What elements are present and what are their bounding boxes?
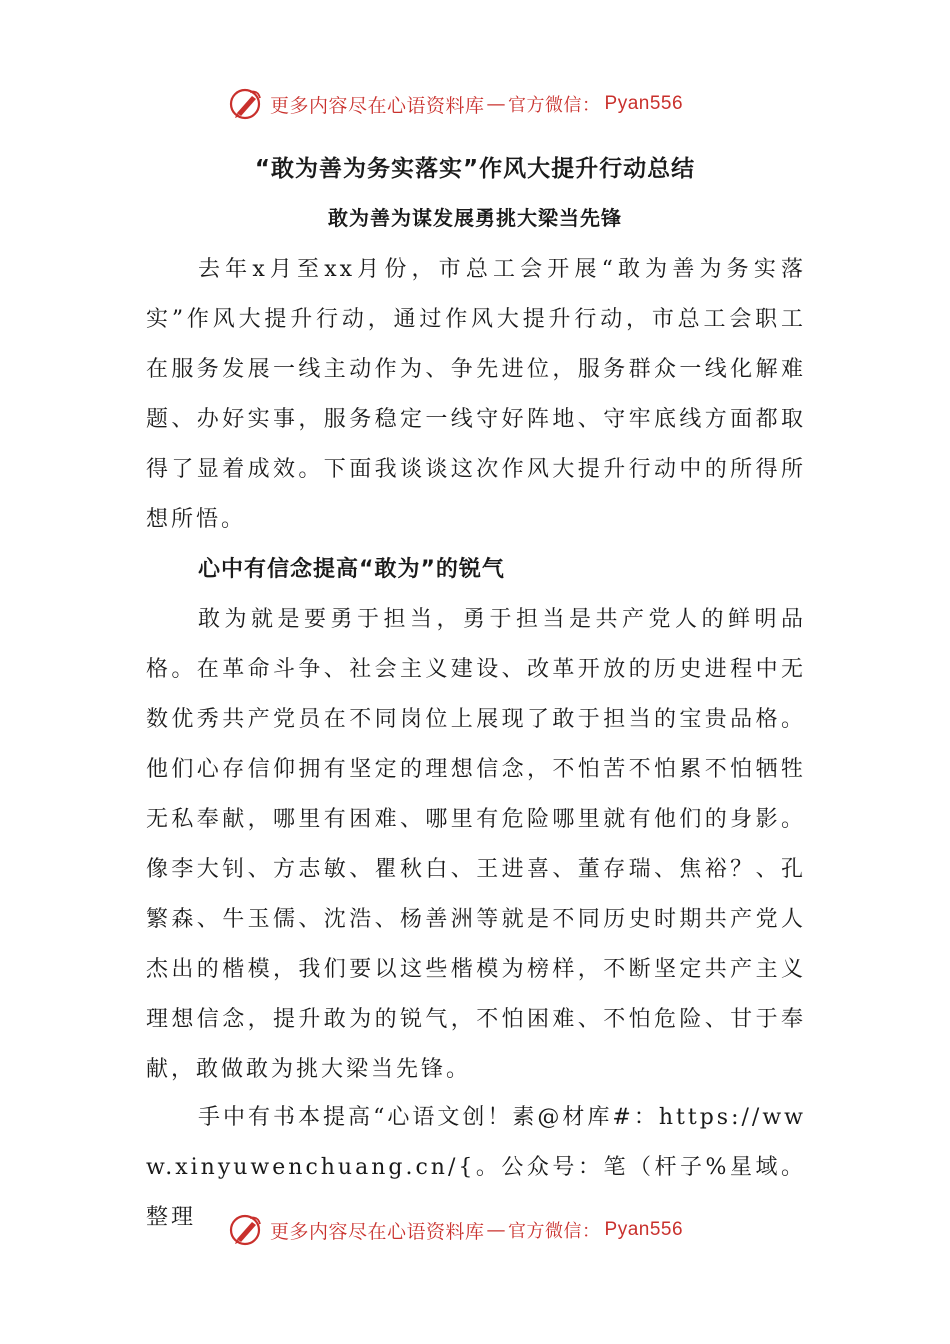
watermark-dash: — (486, 1219, 507, 1241)
watermark-wechat-label: 官方微信： (508, 95, 601, 116)
watermark-banner-top (228, 84, 728, 124)
pen-logo-icon (228, 86, 264, 122)
section-heading-1: 心中有信念提高“敢为”的锐气 (198, 557, 505, 582)
paragraph-3: 手中有书本提高“心语文创！素@材库#：https://www.xinyuwenchuang.cn/{。公众号：笔（杆子%星域。整理 (146, 1105, 806, 1230)
watermark-wechat-id: Pyan556 (604, 1219, 684, 1240)
watermark-dash: — (486, 93, 507, 115)
paragraph-1: 去年x月至xx月份，市总工会开展“敢为善为务实落实”作风大提升行动，通过作风大提升行动，市总工会职工在服务发展一线主动作为、争先进位，服务群众一线化解难题、办好实事，服务稳定一线守好阵地、守牢底线方面都取得了显着成效。下面我谈谈这次作风大提升行动中的所得所想所悟。 (146, 257, 806, 532)
watermark-wechat-id: Pyan556 (604, 93, 684, 114)
document-subtitle: 敢为善为谋发展勇挑大梁当先锋 (328, 206, 622, 230)
pen-logo-icon (228, 1212, 264, 1248)
watermark-text: 更多内容尽在心语资料库 (270, 1220, 485, 1243)
document-title: “敢为善为务实落实”作风大提升行动总结 (254, 156, 696, 182)
watermark-wechat-label: 官方微信： (508, 1221, 601, 1242)
watermark-banner-bottom (228, 1210, 728, 1250)
paragraph-2: 敢为就是要勇于担当，勇于担当是共产党人的鲜明品格。在革命斗争、社会主义建设、改革开放的历史进程中无数优秀共产党员在不同岗位上展现了敢于担当的宝贵品格。他们心存信仰拥有坚定的理想信念，不怕苦不怕累不怕牺牲无私奉献，哪里有困难、哪里有危险哪里就有他们的身影。像李大钊、方志敏、瞿秋白、王进喜、董存瑞、焦裕？、孔繁森、牛玉儒、沈浩、杨善洲等就是不同历史时期共产党人杰出的楷模，我们要以这些楷模为榜样，不断坚定共产主义理想信念，提升敢为的锐气，不怕困难、不怕危险、甘于奉献，敢做敢为挑大梁当先锋。 (146, 607, 806, 1082)
watermark-text: 更多内容尽在心语资料库 (270, 94, 485, 117)
